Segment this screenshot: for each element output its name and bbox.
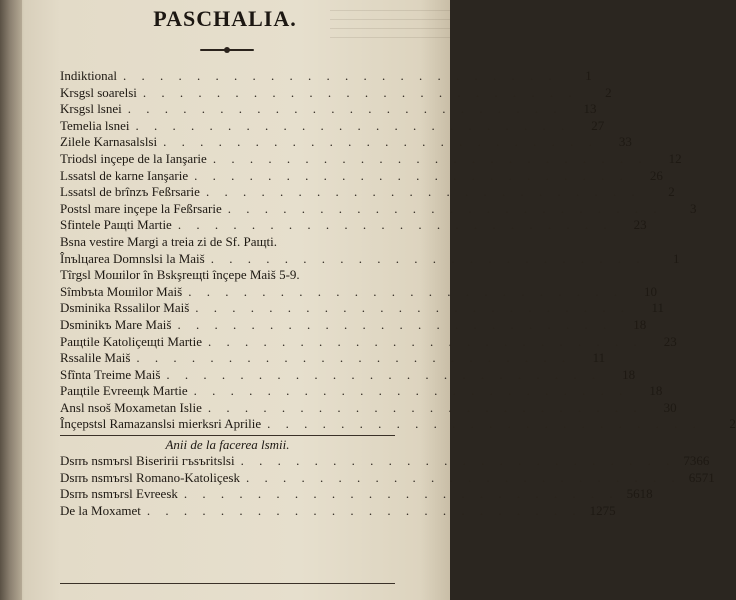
year-row <box>60 502 616 520</box>
dot-leader: . . . . . . . . . . . . . . . . . . . . . . . . <box>163 134 598 150</box>
row-label: Triodsl inçepe de la Ianşarie <box>60 150 207 166</box>
dot-leader: . . . . . . . . . . . . . . . . . . . . . . . . <box>188 283 623 299</box>
table-row <box>60 350 606 367</box>
row-label: Krsgsl soarelsi <box>60 84 137 100</box>
row-value: 2 <box>605 84 612 100</box>
row-label: De la Moxamet <box>60 502 141 518</box>
row-label: Bsna vestire Margi a treia zi de Sf. Paщti. <box>60 233 277 249</box>
dot-leader: . . . . . . . . . . . . . . . . . . . . . . . . <box>240 453 676 469</box>
dot-leader: . . . . . . . . . . . . . . . . . . . . . . . . <box>183 486 619 502</box>
row-value: 2 <box>729 416 736 432</box>
dot-leader: . . . . . . . . . . . . . . . . . . . . . . . . <box>135 117 571 133</box>
dot-leader: . . . . . . . . . . . . . . . . . . . . . . . . <box>123 68 558 83</box>
table-row <box>60 167 663 185</box>
row-label: Lssatsl de karne Ianşarie <box>60 167 189 183</box>
row-label: Înçepstsl Ramazanslsi mierksri Aprilie <box>60 416 262 432</box>
row-label: Lssatsl de brînzъ Feßrsarie <box>60 184 200 200</box>
row-label: Dsminikъ Mare Maiš <box>60 316 172 332</box>
row-label: Ansl nsoš Moxametan Islie <box>60 399 202 415</box>
row-label: Dsпъ nsmъrsl Romano-Katoliçesk <box>60 469 240 485</box>
table-row <box>60 399 677 417</box>
dot-leader: . . . . . . . . . . . . . . . . . . . . . . . . <box>267 416 702 432</box>
row-label: Postsl mare inçepe la Feßrsarie <box>60 200 222 216</box>
year-row <box>60 486 653 503</box>
table-row <box>60 117 605 135</box>
dot-leader: . . . . . . . . . . . . . . . . . . . . . . . . <box>246 469 681 485</box>
row-label: Dsпъ nsmъrsl Evreesk <box>60 486 178 502</box>
table-row <box>60 184 675 201</box>
row-value: 10 <box>643 283 657 299</box>
dot-leader: . . . . . . . . . . . . . . . . . . . . . . . . <box>127 101 563 117</box>
title-ornament <box>200 48 254 52</box>
dot-leader: . . . . . . . . . . . . . . . . . . . . . . . . <box>212 150 648 166</box>
row-label: Sfintele Paщti Martie <box>60 217 172 233</box>
row-value: 5618 <box>626 486 653 502</box>
bottom-rule <box>60 583 395 584</box>
dot-leader: . . . . . . . . . . . . . . . . . . . . . . . . <box>146 502 582 518</box>
table-row <box>60 150 682 168</box>
year-row <box>60 469 715 487</box>
table-row <box>60 217 647 234</box>
section-heading: Anii de la facerea lsmii. <box>60 435 395 453</box>
row-value: 23 <box>663 333 677 349</box>
dot-leader: . . . . . . . . . . . . . . . . . . . . . . . . <box>194 167 629 183</box>
row-label: Paщtile Katoliçeщti Martie <box>60 333 203 349</box>
dot-leader: . . . . . . . . . . . . . . . . . . . . . . . . <box>193 383 629 399</box>
row-value: 18 <box>633 316 647 332</box>
table-row <box>60 333 677 351</box>
table-row <box>60 234 395 251</box>
row-label: Temelia lsnei <box>60 117 130 133</box>
table-row <box>60 316 647 334</box>
table-row <box>60 84 612 102</box>
row-value: 1 <box>585 68 592 83</box>
table-row <box>60 68 592 85</box>
table-row <box>60 250 680 268</box>
table-row <box>60 416 736 433</box>
row-value: 3 <box>689 200 697 216</box>
table-row <box>60 283 657 301</box>
row-label: Indiktional <box>60 68 118 83</box>
row-value: 18 <box>649 383 663 399</box>
row-value: 11 <box>651 300 665 316</box>
dot-leader: . . . . . . . . . . . . . . . . . . . . . . . . <box>177 316 613 332</box>
dot-leader: . . . . . . . . . . . . . . . . . . . . . . . . <box>142 84 578 100</box>
book-spine <box>0 0 22 600</box>
row-value: 33 <box>618 134 632 150</box>
dot-leader: . . . . . . . . . . . . . . . . . . . . . . . . <box>177 217 613 233</box>
table-row <box>60 383 663 400</box>
dot-leader: . . . . . . . . . . . . . . . . . . . . . . . . <box>207 399 643 415</box>
row-value: 2 <box>668 184 675 200</box>
year-row <box>60 453 710 470</box>
table-row <box>60 267 395 284</box>
row-label: Paщtile Evreeщk Martie <box>60 383 188 399</box>
row-value: 6571 <box>688 469 715 485</box>
dot-leader: . . . . . . . . . . . . . . . . . . . . . . . . <box>205 184 641 200</box>
dot-leader: . . . . . . . . . . . . . . . . . . . . . . . . <box>227 200 663 216</box>
row-label: Dsminika Rssalilor Maiš <box>60 300 190 316</box>
dot-leader: . . . . . . . . . . . . . . . . . . . . . . . . <box>210 250 646 266</box>
row-value: 13 <box>583 101 597 117</box>
row-value: 12 <box>668 150 682 166</box>
row-value: 18 <box>622 366 636 382</box>
row-label: Krsgsl lsnei <box>60 101 122 117</box>
row-value: 23 <box>633 217 647 233</box>
table-row <box>60 300 665 317</box>
row-label: Sfînta Treime Maiš <box>60 366 161 382</box>
page-title: PASCHALIA. <box>153 6 297 31</box>
table-row <box>60 134 632 151</box>
row-label: Rssalile Maiš <box>60 350 131 366</box>
row-value: 1275 <box>589 502 616 518</box>
row-value: 11 <box>592 350 606 366</box>
row-label: Sîmbъta Moшilor Maiš <box>60 283 183 299</box>
table-row <box>60 101 597 118</box>
row-label: Înъlцarea Domnslsi la Maiš <box>60 250 205 266</box>
row-label: Zilele Karnasalslsi <box>60 134 158 150</box>
dot-leader: . . . . . . . . . . . . . . . . . . . . . . . . <box>208 333 643 349</box>
table-row <box>60 200 697 218</box>
row-value: 7366 <box>683 453 710 469</box>
row-label: Dsпъ nsmъrsl Biseririi гъsъritslsi <box>60 453 235 469</box>
paschalia-table <box>60 68 736 519</box>
row-value: 27 <box>591 117 605 133</box>
row-value: 1 <box>672 250 680 266</box>
dot-leader: . . . . . . . . . . . . . . . . . . . . . . . . <box>195 300 631 316</box>
dot-leader: . . . . . . . . . . . . . . . . . . . . . . . . <box>136 350 572 366</box>
dot-leader: . . . . . . . . . . . . . . . . . . . . . . . . <box>166 366 602 382</box>
table-row <box>60 366 636 384</box>
row-value: 26 <box>649 167 663 183</box>
row-label: Tîrgsl Moшilor în Bskşreщti înçepe Maiš 5-9. <box>60 267 300 283</box>
row-value: 30 <box>663 399 677 415</box>
